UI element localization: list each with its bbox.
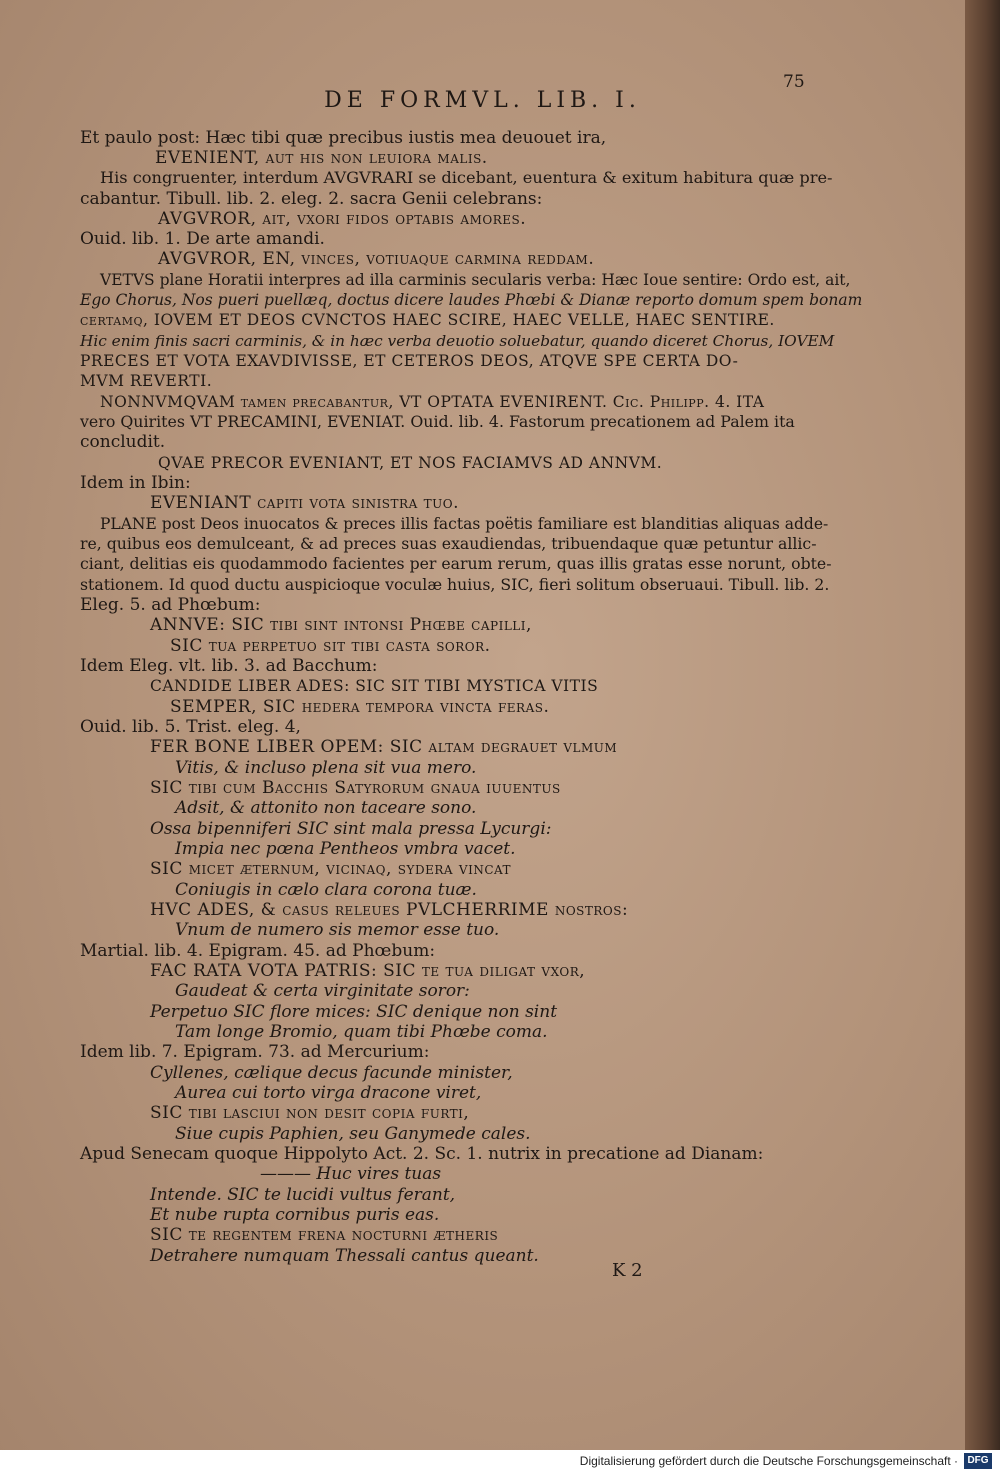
text-line: SIC tua perpetuo sit tibi casta soror. — [170, 636, 491, 656]
text-line: PRECES ET VOTA EXAVDIVISSE, ET CETEROS DEOS, ATQVE SPE CERTA DO- — [80, 352, 739, 370]
text-line: Vnum de numero sis memor esse tuo. — [175, 920, 500, 940]
text-line: Perpetuo SIC flore mices: SIC denique non sint — [150, 1002, 558, 1022]
text-line: His congruenter, interdum AVGVRARI se dicebant, euentura & exitum habitura quæ pre- — [100, 168, 833, 187]
text-line: SIC micet æternum, vicinaq, sydera vincat — [150, 859, 512, 879]
text-line: certamq, IOVEM ET DEOS CVNCTOS HAEC SCIRE, HAEC VELLE, HAEC SENTIRE. — [80, 311, 775, 329]
text-line: Apud Senecam quoque Hippolyto Act. 2. Sc. 1. nutrix in precatione ad Dianam: — [80, 1144, 764, 1164]
text-line: NONNVMQVAM tamen precabantur, VT OPTATA EVENIRENT. Cic. Philipp. 4. ITA — [100, 393, 765, 411]
text-line: Cyllenes, cælique decus facunde minister, — [150, 1063, 513, 1083]
text-line: Impia nec pœna Pentheos vmbra vacet. — [175, 839, 516, 859]
dfg-logo-icon: DFG — [964, 1453, 992, 1469]
text-line: SEMPER, SIC hedera tempora vincta feras. — [170, 697, 550, 717]
text-line: Intende. SIC te lucidi vultus ferant, — [150, 1185, 456, 1205]
text-line: Et paulo post: Hæc tibi quæ precibus iustis mea deuouet ira, — [80, 128, 607, 148]
text-line: PLANE post Deos inuocatos & preces illis factas poëtis familiare est blanditias aliquas adde- — [100, 515, 829, 533]
text-line: AVGVROR, EN, vinces, votiuaque carmina reddam. — [158, 249, 595, 269]
text-line: Eleg. 5. ad Phœbum: — [80, 595, 261, 615]
text-line: Et nube rupta cornibus puris eas. — [150, 1205, 440, 1225]
text-line: Idem in Ibin: — [80, 473, 191, 493]
text-line: Siue cupis Paphien, seu Ganymede cales. — [175, 1124, 531, 1144]
text-line: QVAE PRECOR EVENIANT, ET NOS FACIAMVS AD ANNVM. — [158, 454, 663, 472]
text-line: ciant, delitias eis quodammodo facientes per earum rerum, quas illis gratas esse norunt, obte- — [80, 554, 832, 573]
text-line: concludit. — [80, 432, 166, 452]
text-line: cabantur. Tibull. lib. 2. eleg. 2. sacra Genii celebrans: — [80, 189, 543, 209]
text-line: Tam longe Bromio, quam tibi Phœbe coma. — [175, 1022, 548, 1042]
text-line: SIC te regentem frena nocturni ætheris — [150, 1225, 499, 1245]
text-line: EVENIANT capiti vota sinistra tuo. — [150, 493, 459, 513]
text-line: Ego Chorus, Nos pueri puellæq, doctus dicere laudes Phœbi & Dianæ reporto domum spem bonam — [80, 291, 863, 309]
text-line: ANNVE: SIC tibi sint intonsi Phœbe capilli, — [150, 615, 532, 635]
text-line: Adsit, & attonito non taceare sono. — [175, 798, 477, 818]
text-line: re, quibus eos demulceant, & ad preces suas exaudiendas, tribuendaque quæ petuntur allic- — [80, 534, 817, 553]
text-line: Idem Eleg. vlt. lib. 3. ad Bacchum: — [80, 656, 378, 676]
text-line: Ouid. lib. 5. Trist. eleg. 4, — [80, 717, 301, 737]
page-gutter — [965, 0, 1000, 1476]
text-line: Detrahere numquam Thessali cantus queant. — [150, 1246, 539, 1266]
text-line: FAC RATA VOTA PATRIS: SIC te tua diligat vxor, — [150, 961, 586, 981]
text-line: vero Quirites VT PRECAMINI, EVENIAT. Ouid. lib. 4. Fastorum precationem ad Palem ita — [80, 412, 795, 431]
text-line: Ossa bipenniferi SIC sint mala pressa Lycurgi: — [150, 819, 552, 839]
text-line: ——— Huc vires tuas — [260, 1164, 442, 1184]
text-line: Gaudeat & certa virginitate soror: — [175, 981, 470, 1001]
text-line: AVGVROR, ait, vxori fidos optabis amores. — [158, 209, 527, 229]
page-number: 75 — [783, 72, 805, 92]
text-line: Coniugis in cælo clara corona tuæ. — [175, 880, 477, 900]
text-line: FER BONE LIBER OPEM: SIC altam degrauet vlmum — [150, 737, 618, 757]
text-line: SIC tibi cum Bacchis Satyrorum gnaua iuuentus — [150, 778, 561, 798]
text-line: SIC tibi lasciui non desit copia furti, — [150, 1103, 470, 1123]
text-line: MVM REVERTI. — [80, 372, 213, 390]
text-line: VETVS plane Horatii interpres ad illa carminis secularis verba: Hæc Ioue sentire: Ordo est, ait, — [100, 271, 851, 289]
text-line: Vitis, & incluso plena sit vua mero. — [175, 758, 477, 778]
signature-mark: K 2 — [612, 1260, 643, 1281]
text-line: stationem. Id quod ductu auspicioque voculæ huius, SIC, fieri solitum obseruaui. Tibull. lib. 2. — [80, 575, 830, 594]
footer-credit: Digitalisierung gefördert durch die Deutsche Forschungsgemeinschaft · — [579, 1454, 958, 1468]
text-line: Hic enim finis sacri carminis, & in hæc verba deuotio soluebatur, quando diceret Chorus, IOVEM — [80, 332, 835, 350]
text-line: Martial. lib. 4. Epigram. 45. ad Phœbum: — [80, 941, 436, 961]
text-line: Ouid. lib. 1. De arte amandi. — [80, 229, 325, 249]
text-line: EVENIENT, aut his non leuiora malis. — [155, 148, 488, 168]
text-line: Aurea cui torto virga dracone viret, — [175, 1083, 482, 1103]
text-line: CANDIDE LIBER ADES: SIC SIT TIBI MYSTICA VITIS — [150, 677, 599, 695]
text-line: HVC ADES, & casus releues PVLCHERRIME nostros: — [150, 900, 629, 920]
text-line: Idem lib. 7. Epigram. 73. ad Mercurium: — [80, 1042, 430, 1062]
running-head: DE FORMVL. LIB. I. — [324, 88, 641, 113]
